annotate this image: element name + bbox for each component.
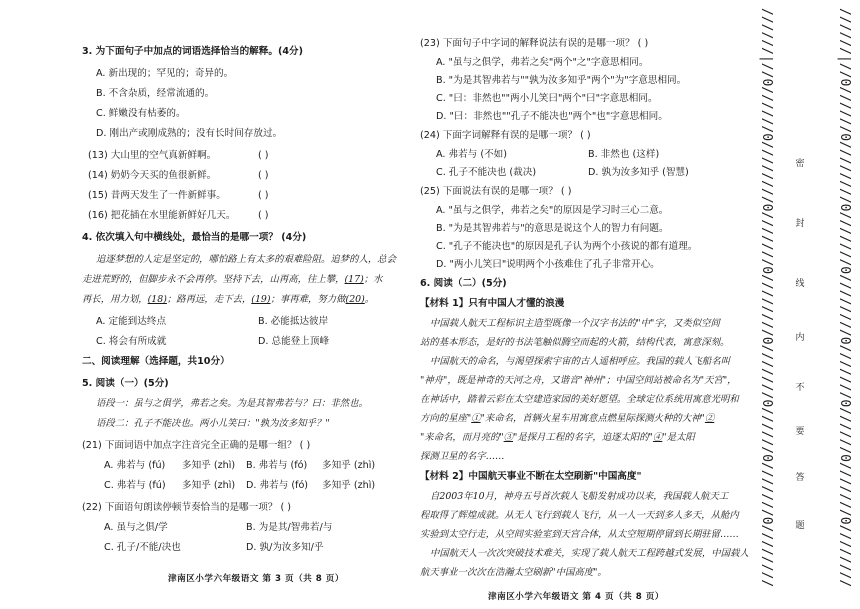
seal-label: 线 <box>795 279 805 289</box>
q23-option-a: A. "虽与之俱学，弗若之矣"两个"之"字意思相同。 <box>436 57 649 68</box>
question-4-option-d: D. 总能登上顶峰 <box>258 336 330 347</box>
material-1-line-7 <box>420 432 695 444</box>
right-page-footer: 津南区小学六年级语文 第 4 页（共 8 页） <box>488 592 664 602</box>
passage-segment: ；路再远，走下去， <box>166 294 252 305</box>
binding-slash-line: //////|//0//////0////////0///////0////////0///////0//////0///////0//////// <box>759 8 774 588</box>
question-22-title: (22) 下面语句朗读停顿节奏恰当的是哪一项？ ( ) <box>82 502 292 513</box>
q25-option-b: B. "为是其智弗若与"的意思是说这个人的智力有问题。 <box>436 223 669 234</box>
q22-option-d: D. 孰/为汝多知/乎 <box>246 542 324 553</box>
passage-segment: "来命名，而月亮的" <box>420 432 504 443</box>
blank-3[interactable]: ③ <box>503 432 514 443</box>
question-3-option-d: D. 刚出产或刚成熟的；没有长时间存放过。 <box>96 128 283 139</box>
seal-label: 要 <box>795 427 805 437</box>
question-5-title: 5. 阅读（一）(5分) <box>82 378 169 389</box>
left-page-footer: 津南区小学六年级语文 第 3 页（共 8 页） <box>168 574 344 584</box>
q21-option-b-2: 多知乎 (zhì) <box>322 460 376 471</box>
q24-option-a: A. 弗若与 (不如) <box>436 149 507 160</box>
binding-slash-line: //////|//0//////0////////0///////0////////0///////0//////0///////0//////// <box>837 8 852 588</box>
passage-segment: 走进荒野的，但脚步永不会再停。坚持下去，山再高，往上攀， <box>82 274 345 285</box>
item-13-text: (13) 大山里的空气真新鲜啊。 <box>88 150 217 161</box>
q22-option-b: B. 为是其/智弗若/与 <box>246 522 333 533</box>
passage-segment: "是探月工程的名字，追逐太阳的" <box>513 432 653 443</box>
material-1-line-5: 在神话中，踏着云彩在太空建造家园的美好愿望。全球定位系统用寓意光明和 <box>420 394 739 405</box>
material-1-line-8: 探测卫星的名字…… <box>420 451 505 462</box>
blank-18[interactable]: (18) <box>147 294 167 305</box>
section-2-heading: 二、阅读理解（选择题，共10分） <box>82 356 230 367</box>
material-1-line-1: 中国载人航天工程标识主造型既像一个汉字书法的"中"字，又类似空间 <box>430 318 720 329</box>
q21-option-b-1: B. 弗若与 (fó) <box>246 460 308 471</box>
material-1-line-6 <box>420 413 714 425</box>
question-3-title: 3. 为下面句子中加点的词语选择恰当的解释。(4分) <box>82 46 303 57</box>
seal-label: 封 <box>795 219 805 229</box>
passage-segment: 方向的星座" <box>420 413 472 424</box>
blank-1[interactable]: ① <box>471 413 481 424</box>
passage-segment: ；事再难，努力做 <box>270 294 346 305</box>
question-4-passage-line-2 <box>82 274 383 286</box>
q23-option-b: B. "为是其智弗若与""孰为汝多知乎"两个"为"字意思相同。 <box>436 75 687 86</box>
item-15-text: (15) 昔两天发生了一件新鲜事。 <box>88 190 226 201</box>
question-24-title: (24) 下面字词解释有误的是哪一项？ ( ) <box>420 130 591 141</box>
question-4-passage-line-3 <box>82 294 374 306</box>
item-13-answer-blank[interactable]: ( ) <box>258 150 269 161</box>
q25-option-c: C. "孔子不能决也"的原因是孔子认为两个小孩说的都有道理。 <box>436 241 698 252</box>
passage-segment: 。 <box>364 294 375 305</box>
item-14-answer-blank[interactable]: ( ) <box>258 170 269 181</box>
passage-segment: "是太阳 <box>662 432 695 443</box>
question-4-option-a: A. 定能到达终点 <box>96 316 167 327</box>
blank-19[interactable]: (19) <box>251 294 271 305</box>
passage-segment: ；水 <box>363 274 383 285</box>
seal-label: 内 <box>795 333 805 343</box>
question-4-passage-line-1: 追逐梦想的人定是坚定的，哪怕路上有太多的艰难险阻。追梦的人，总会 <box>96 254 397 265</box>
material-2-line-2: 程取得了辉煌成就。从无人飞行到载人飞行，从一人一天到多人多天，从舱内 <box>420 510 739 521</box>
item-15-answer-blank[interactable]: ( ) <box>258 190 269 201</box>
q21-option-a-2: 多知乎 (zhì) <box>182 460 236 471</box>
question-6-title: 6. 阅读（二）(5分) <box>420 278 507 289</box>
q22-option-c: C. 孔子/不能/决也 <box>104 542 181 553</box>
question-4-option-c: C. 将会有所成就 <box>96 336 167 347</box>
item-16-text: (16) 把花插在水里能新鲜好几天。 <box>88 210 236 221</box>
question-4-option-b: B. 必能抵达彼岸 <box>258 316 329 327</box>
q23-option-c: C. "曰：非然也""两小儿笑曰"两个"曰"字意思相同。 <box>436 93 658 104</box>
passage-segment: "来命名，首辆火星车用寓意点燃星际探测火种的大神" <box>480 413 705 424</box>
q24-option-d: D. 孰为汝多知乎 (智慧) <box>588 167 689 178</box>
blank-17[interactable]: (17) <box>344 274 364 285</box>
material-1-title: 【材料 1】只有中国人才懂的浪漫 <box>420 298 565 309</box>
material-2-line-1: 自2003年10月，神舟五号首次载人飞船发射成功以来，我国载人航天工 <box>430 491 729 502</box>
blank-4[interactable]: ④ <box>652 432 663 443</box>
material-2-line-3: 实验到太空行走，从空间实验室到天宫合体，从太空短期停留到长期驻留…… <box>420 529 739 540</box>
q21-option-d-2: 多知乎 (zhì) <box>322 480 376 491</box>
blank-2[interactable]: ② <box>704 413 715 424</box>
seal-label: 答 <box>795 473 805 483</box>
q21-option-c-2: 多知乎 (zhì) <box>182 480 236 491</box>
binding-margin <box>748 8 852 602</box>
question-3-option-c: C. 鲜嫩没有枯萎的。 <box>96 108 186 119</box>
seal-label: 题 <box>795 521 805 531</box>
q21-option-c-1: C. 弗若与 (fú) <box>104 480 166 491</box>
question-3-option-a: A. 新出现的；罕见的；奇异的。 <box>96 68 234 79</box>
q25-option-a: A. "虽与之俱学，弗若之矣"的原因是学习时三心二意。 <box>436 205 669 216</box>
q21-option-d-1: D. 弗若与 (fó) <box>246 480 309 491</box>
material-1-line-4: "神舟"，既是神奇的天河之舟，又谐音"神州"；中国空间站被命名为"天宫"， <box>420 375 737 386</box>
q24-option-c: C. 孔子不能决也 (裁决) <box>436 167 537 178</box>
excerpt-1: 语段一：虽与之俱学，弗若之矣。为是其智弗若与？曰：非然也。 <box>96 398 368 409</box>
q23-option-d: D. "曰：非然也""孔子不能决也"两个"也"字意思相同。 <box>436 111 668 122</box>
item-14-text: (14) 奶奶今天买的鱼很新鲜。 <box>88 170 217 181</box>
q25-option-d: D. "两小儿笑曰"说明两个小孩难住了孔子非常开心。 <box>436 259 660 270</box>
blank-20[interactable]: (20) <box>345 294 365 305</box>
material-2-line-5: 航天事业一次次在浩瀚太空刷新"中国高度"。 <box>420 567 607 578</box>
passage-segment: 再长，用力划， <box>82 294 148 305</box>
question-23-title: (23) 下面句子中字词的解释说法有误的是哪一项？ ( ) <box>420 38 649 49</box>
material-2-line-4: 中国航天人一次次突破技术难关，实现了载人航天工程跨越式发展，中国载人 <box>430 548 749 559</box>
material-1-line-2: 站的基本形态，是好的书法笔触似腾空而起的火箭，结构代表，寓意深刻。 <box>420 337 730 348</box>
question-21-title: (21) 下面词语中加点字注音完全正确的是哪一组？ ( ) <box>82 440 311 451</box>
q21-option-a-1: A. 弗若与 (fú) <box>104 460 166 471</box>
seal-label: 不 <box>795 383 805 393</box>
q24-option-b: B. 非然也 (这样) <box>588 149 660 160</box>
question-4-title: 4. 依次填入句中横线处，最恰当的是哪一项？ (4分) <box>82 232 307 243</box>
question-3-option-b: B. 不含杂质，经常流通的。 <box>96 88 215 99</box>
material-1-line-3: 中国航天的命名，与渴望探索宇宙的古人遥相呼应。我国的载人飞船名叫 <box>430 356 731 367</box>
q22-option-a: A. 虽与之俱/学 <box>104 522 168 533</box>
excerpt-2: 语段二：孔子不能决也。两小儿笑曰："孰为汝多知乎？" <box>96 418 330 429</box>
material-2-title: 【材料 2】中国航天事业不断在太空刷新"中国高度" <box>420 471 642 482</box>
sealing-line-labels <box>790 8 810 602</box>
seal-label: 密 <box>795 159 805 169</box>
question-25-title: (25) 下面说法有误的是哪一项？ ( ) <box>420 186 572 197</box>
item-16-answer-blank[interactable]: ( ) <box>258 210 269 221</box>
